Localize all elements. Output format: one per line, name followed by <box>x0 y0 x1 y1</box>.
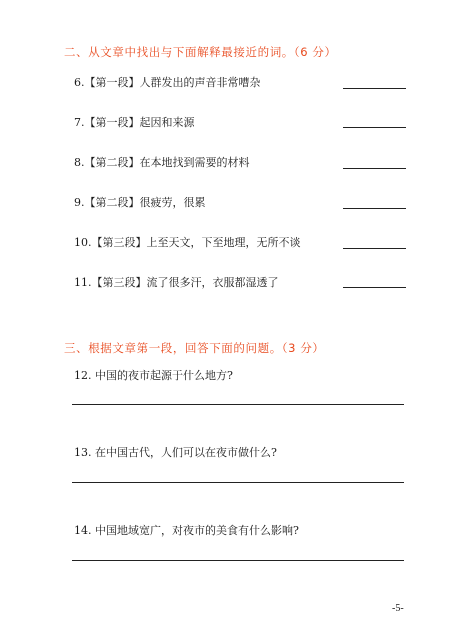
answer-blank-8[interactable] <box>343 168 406 169</box>
answer-line-13[interactable] <box>72 482 404 483</box>
section-2-heading: 二、从文章中找出与下面解释最接近的词。（6 分） <box>64 45 337 59</box>
question-13: 13. 在中国古代，人们可以在夜市做什么? <box>74 446 277 459</box>
question-11: 11.【第三段】流了很多汗，衣服都湿透了 <box>74 276 279 289</box>
question-10: 10.【第三段】上至天文，下至地理，无所不谈 <box>74 236 301 249</box>
question-8: 8.【第二段】在本地找到需要的材料 <box>74 156 250 169</box>
answer-blank-7[interactable] <box>343 127 406 128</box>
answer-blank-9[interactable] <box>343 208 406 209</box>
answer-line-14[interactable] <box>72 560 404 561</box>
answer-blank-11[interactable] <box>343 287 406 288</box>
section-3-heading: 三、根据文章第一段，回答下面的问题。（3 分） <box>64 341 325 355</box>
question-12: 12. 中国的夜市起源于什么地方? <box>74 369 233 382</box>
answer-blank-10[interactable] <box>343 248 406 249</box>
answer-line-12[interactable] <box>72 404 404 405</box>
question-14: 14. 中国地域宽广，对夜市的美食有什么影响? <box>74 524 299 537</box>
question-9: 9.【第二段】很疲劳，很累 <box>74 196 206 209</box>
question-6: 6.【第一段】人群发出的声音非常嘈杂 <box>74 76 261 89</box>
answer-blank-6[interactable] <box>343 88 406 89</box>
page-number: -5- <box>392 603 404 614</box>
question-7: 7.【第一段】起因和来源 <box>74 116 195 129</box>
